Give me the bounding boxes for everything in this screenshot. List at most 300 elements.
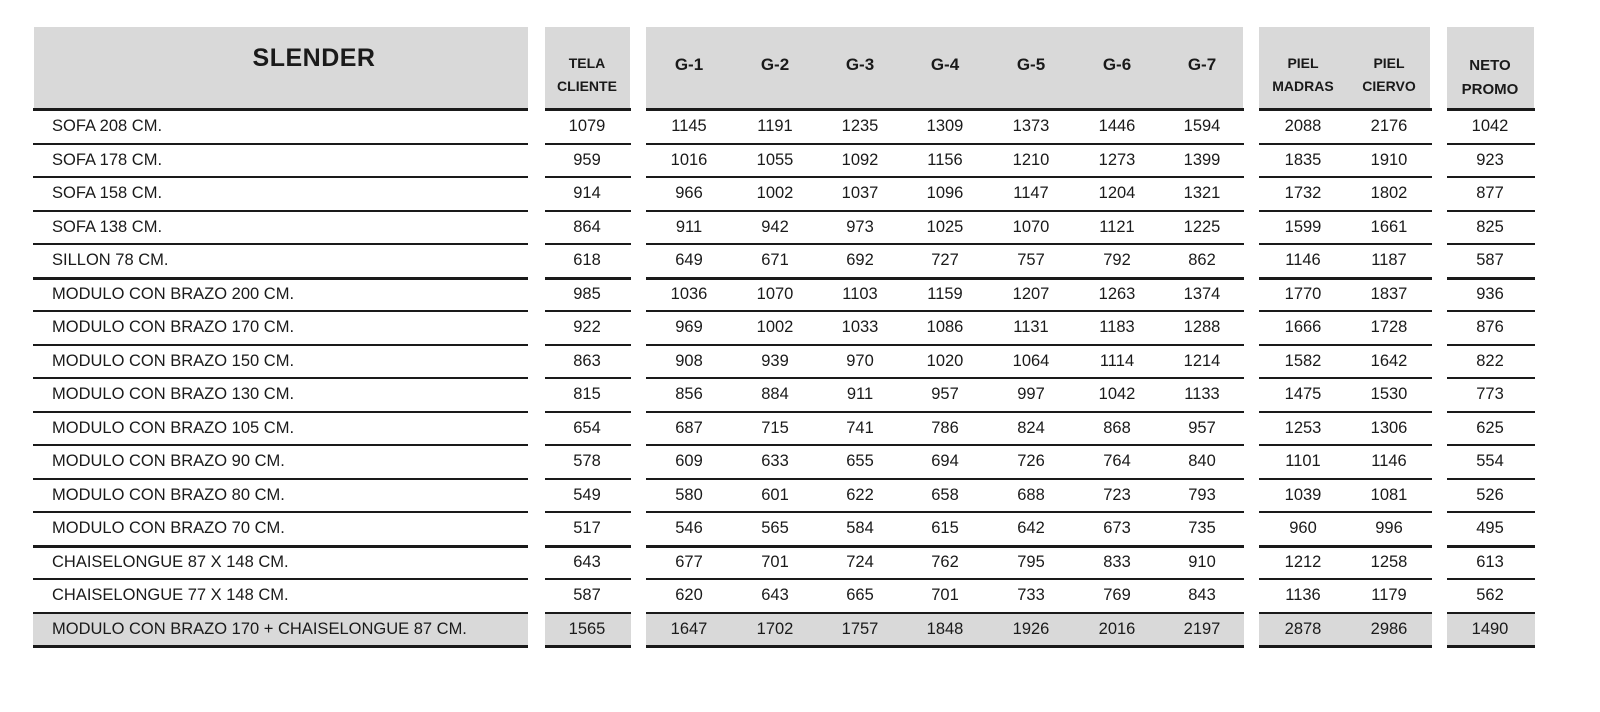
row-rule [1447, 377, 1535, 379]
column-header-line: PIEL [1287, 55, 1319, 71]
row-rule [33, 310, 528, 312]
row-label: MODULO CON BRAZO 105 CM. [52, 418, 295, 437]
cell-value: 996 [1375, 519, 1403, 537]
cell-value: 1373 [1012, 117, 1050, 135]
cell-value: 1214 [1183, 351, 1221, 370]
row-rule [545, 545, 631, 548]
row-rule [646, 210, 1244, 212]
column-header-line: G-5 [1016, 55, 1046, 74]
cell-value: 833 [1103, 552, 1131, 571]
cell-value: 618 [573, 251, 601, 269]
row-rule [1259, 310, 1432, 312]
row-rule [1447, 478, 1535, 480]
row-label: MODULO CON BRAZO 130 CM. [52, 385, 295, 403]
cell-value: 671 [761, 251, 789, 269]
cell-value: 1146 [1285, 251, 1321, 269]
row-rule [545, 176, 631, 178]
row-rule [33, 243, 528, 245]
row-rule [33, 444, 528, 446]
cell-value: 959 [573, 150, 601, 169]
cell-value: 1042 [1471, 117, 1509, 135]
cell-value: 1103 [842, 284, 878, 303]
row-rule [33, 578, 528, 580]
column-header-tela_cliente [537, 52, 637, 98]
row-rule [1447, 444, 1535, 446]
column-header-g7 [1152, 54, 1252, 76]
cell-value: 957 [1188, 418, 1216, 437]
cell-value: 1020 [926, 351, 964, 370]
cell-value: 1661 [1370, 217, 1408, 236]
cell-value: 715 [761, 418, 789, 437]
cell-value: 723 [1103, 485, 1131, 504]
cell-value: 884 [761, 385, 789, 403]
cell-value: 1002 [756, 184, 794, 202]
cell-value: 658 [931, 485, 959, 504]
row-rule [1447, 545, 1535, 548]
column-header-line: NETO [1469, 57, 1511, 74]
cell-value: 862 [1188, 251, 1216, 269]
cell-value: 1594 [1183, 117, 1221, 135]
column-header-line: G-7 [1187, 55, 1217, 74]
cell-value: 1146 [1371, 452, 1407, 470]
cell-value: 1086 [926, 318, 964, 336]
row-rule [545, 411, 631, 413]
cell-value: 973 [846, 217, 874, 236]
cell-value: 1642 [1370, 351, 1408, 370]
column-header-line: TELA [568, 55, 606, 71]
cell-value: 1647 [670, 619, 708, 638]
row-rule [1259, 578, 1432, 580]
cell-value: 1136 [1285, 586, 1321, 604]
cell-value: 642 [1017, 519, 1045, 537]
cell-value: 1121 [1099, 217, 1135, 236]
row-label: MODULO CON BRAZO 80 CM. [52, 485, 285, 504]
cell-value: 726 [1017, 452, 1045, 470]
row-rule [545, 210, 631, 212]
row-rule [646, 176, 1244, 178]
cell-value: 824 [1017, 418, 1045, 437]
cell-value: 649 [675, 251, 703, 269]
cell-value: 1309 [926, 117, 964, 135]
table-title: SLENDER [252, 44, 376, 72]
cell-value: 1212 [1284, 552, 1322, 571]
row-label: SOFA 208 CM. [52, 117, 163, 135]
cell-value: 843 [1188, 586, 1216, 604]
cell-value: 1757 [841, 619, 879, 638]
cell-value: 1159 [927, 284, 963, 303]
header-rule [33, 108, 528, 111]
row-rule [545, 344, 631, 346]
cell-value: 1033 [841, 318, 879, 336]
row-rule [1447, 612, 1535, 614]
row-rule [1259, 645, 1432, 648]
row-rule [646, 545, 1244, 548]
row-rule [1259, 243, 1432, 245]
cell-value: 1114 [1099, 351, 1135, 370]
cell-value: 1666 [1284, 318, 1322, 336]
row-rule [1447, 243, 1535, 245]
cell-value: 911 [675, 217, 703, 236]
cell-value: 615 [931, 519, 959, 537]
row-label: MODULO CON BRAZO 200 CM. [52, 284, 295, 303]
cell-value: 966 [675, 184, 703, 202]
row-rule [545, 612, 631, 614]
cell-value: 969 [675, 318, 703, 336]
cell-value: 2176 [1370, 117, 1408, 135]
row-label: CHAISELONGUE 77 X 148 CM. [52, 586, 289, 604]
cell-value: 825 [1476, 217, 1504, 236]
cell-value: 1253 [1284, 418, 1322, 437]
cell-value: 1565 [568, 619, 606, 638]
column-header-piel_ciervo [1339, 52, 1439, 98]
row-rule [646, 143, 1244, 145]
cell-value: 1210 [1012, 150, 1050, 169]
cell-value: 1273 [1098, 150, 1136, 169]
cell-value: 1204 [1098, 184, 1136, 202]
row-rule [545, 277, 631, 280]
row-rule [1447, 411, 1535, 413]
row-label: MODULO CON BRAZO 90 CM. [52, 452, 285, 470]
cell-value: 762 [931, 552, 959, 571]
cell-value: 655 [846, 452, 874, 470]
cell-value: 960 [1289, 519, 1317, 537]
cell-value: 936 [1476, 284, 1504, 303]
cell-value: 985 [573, 284, 601, 303]
row-rule [646, 344, 1244, 346]
column-header-line: CIERVO [1362, 78, 1416, 94]
row-rule [33, 645, 528, 648]
column-header-g4 [895, 54, 995, 76]
cell-value: 1263 [1098, 284, 1136, 303]
cell-value: 1025 [926, 217, 964, 236]
cell-value: 692 [846, 251, 874, 269]
cell-value: 562 [1476, 586, 1504, 604]
row-rule [1259, 444, 1432, 446]
cell-value: 1374 [1183, 284, 1221, 303]
column-header-g1 [639, 54, 739, 76]
row-rule [33, 176, 528, 178]
cell-value: 792 [1103, 251, 1131, 269]
row-rule [1259, 478, 1432, 480]
row-rule [1259, 411, 1432, 413]
cell-value: 546 [675, 519, 703, 537]
cell-value: 1258 [1370, 552, 1408, 571]
row-rule [545, 645, 631, 648]
cell-value: 868 [1103, 418, 1131, 437]
cell-value: 601 [761, 485, 789, 504]
cell-value: 815 [573, 385, 601, 403]
cell-value: 1064 [1012, 351, 1050, 370]
cell-value: 1235 [841, 117, 879, 135]
row-rule [33, 277, 528, 280]
cell-value: 1002 [756, 318, 794, 336]
column-header-line: G-2 [760, 55, 790, 74]
cell-value: 1036 [670, 284, 708, 303]
cell-value: 625 [1476, 418, 1504, 437]
cell-value: 1101 [1285, 452, 1321, 470]
row-label: MODULO CON BRAZO 70 CM. [52, 519, 285, 537]
cell-value: 1055 [756, 150, 794, 169]
cell-value: 1070 [1012, 217, 1050, 236]
cell-value: 578 [573, 452, 601, 470]
row-rule [1447, 578, 1535, 580]
column-header-line: G-6 [1102, 55, 1132, 74]
column-header-line: MADRAS [1272, 78, 1334, 94]
row-rule [1259, 377, 1432, 379]
row-rule [33, 143, 528, 145]
row-rule [1259, 612, 1432, 614]
cell-value: 1039 [1284, 485, 1322, 504]
header-rule [545, 108, 631, 111]
cell-value: 2878 [1284, 619, 1322, 638]
cell-value: 1183 [1099, 318, 1135, 336]
cell-value: 1042 [1098, 385, 1136, 403]
cell-value: 1225 [1183, 217, 1221, 236]
cell-value: 727 [931, 251, 959, 269]
cell-value: 2197 [1183, 619, 1221, 638]
cell-value: 863 [573, 351, 601, 370]
cell-value: 643 [573, 552, 601, 571]
cell-value: 587 [1476, 251, 1504, 269]
row-rule [1447, 511, 1535, 513]
row-rule [646, 277, 1244, 280]
row-rule [545, 243, 631, 245]
row-rule [545, 478, 631, 480]
cell-value: 654 [573, 418, 601, 437]
cell-value: 1079 [568, 117, 606, 135]
cell-value: 1147 [1013, 184, 1049, 202]
cell-value: 1096 [926, 184, 964, 202]
cell-value: 584 [846, 519, 874, 537]
row-rule [1447, 176, 1535, 178]
cell-value: 1207 [1012, 284, 1050, 303]
column-header-line: PIEL [1373, 55, 1405, 71]
cell-value: 2016 [1098, 619, 1136, 638]
cell-value: 1092 [841, 150, 879, 169]
cell-value: 1530 [1370, 385, 1408, 403]
cell-value: 688 [1017, 485, 1045, 504]
cell-value: 970 [846, 351, 874, 370]
row-rule [545, 310, 631, 312]
cell-value: 724 [846, 552, 874, 571]
row-rule [1259, 277, 1432, 280]
cell-value: 922 [573, 318, 601, 336]
cell-value: 1081 [1370, 485, 1408, 504]
cell-value: 735 [1188, 519, 1216, 537]
row-rule [646, 645, 1244, 648]
cell-value: 1446 [1098, 117, 1136, 135]
row-rule [1259, 176, 1432, 178]
cell-value: 769 [1103, 586, 1131, 604]
cell-value: 609 [675, 452, 703, 470]
cell-value: 942 [761, 217, 789, 236]
cell-value: 856 [675, 385, 703, 403]
cell-value: 526 [1476, 485, 1504, 504]
cell-value: 910 [1188, 552, 1216, 571]
cell-value: 1037 [841, 184, 879, 202]
row-rule [646, 578, 1244, 580]
cell-value: 1187 [1371, 251, 1407, 269]
cell-value: 923 [1476, 150, 1504, 169]
cell-value: 914 [573, 184, 601, 202]
row-rule [646, 511, 1244, 513]
header-rule [1447, 108, 1535, 111]
row-rule [1259, 511, 1432, 513]
cell-value: 1475 [1284, 385, 1322, 403]
row-rule [646, 310, 1244, 312]
cell-value: 1926 [1012, 619, 1050, 638]
cell-value: 1133 [1184, 385, 1220, 403]
row-rule [1259, 344, 1432, 346]
row-rule [33, 478, 528, 480]
cell-value: 2088 [1284, 117, 1322, 135]
cell-value: 786 [931, 418, 959, 437]
cell-value: 665 [846, 586, 874, 604]
cell-value: 1191 [757, 117, 793, 135]
row-label: MODULO CON BRAZO 170 CM. [52, 318, 295, 336]
row-rule [33, 377, 528, 379]
cell-value: 1399 [1183, 150, 1221, 169]
row-rule [646, 444, 1244, 446]
cell-value: 1582 [1284, 351, 1322, 370]
cell-value: 1732 [1284, 184, 1322, 202]
row-rule [545, 511, 631, 513]
cell-value: 1835 [1284, 150, 1322, 169]
row-rule [646, 377, 1244, 379]
cell-value: 939 [761, 351, 789, 370]
cell-value: 795 [1017, 552, 1045, 571]
cell-value: 1145 [671, 117, 707, 135]
cell-value: 1490 [1471, 619, 1509, 638]
cell-value: 733 [1017, 586, 1045, 604]
cell-value: 1599 [1284, 217, 1322, 236]
header-rule [1259, 108, 1432, 111]
cell-value: 877 [1476, 184, 1504, 202]
column-header-neto_promo [1440, 54, 1540, 102]
cell-value: 687 [675, 418, 703, 437]
cell-value: 2986 [1370, 619, 1408, 638]
column-header-line: CLIENTE [557, 78, 617, 94]
row-label: SOFA 178 CM. [52, 150, 163, 169]
row-rule [545, 444, 631, 446]
cell-value: 741 [846, 418, 874, 437]
cell-value: 764 [1103, 452, 1131, 470]
row-label: SILLON 78 CM. [52, 251, 169, 269]
row-rule [1447, 645, 1535, 648]
row-rule [646, 612, 1244, 614]
cell-value: 587 [573, 586, 601, 604]
cell-value: 757 [1017, 251, 1045, 269]
cell-value: 1306 [1370, 418, 1408, 437]
cell-value: 694 [931, 452, 959, 470]
row-rule [1259, 143, 1432, 145]
cell-value: 673 [1103, 519, 1131, 537]
cell-value: 1837 [1370, 284, 1408, 303]
row-rule [545, 578, 631, 580]
cell-value: 997 [1017, 385, 1045, 403]
cell-value: 565 [761, 519, 789, 537]
row-rule [1447, 143, 1535, 145]
cell-value: 1321 [1183, 184, 1221, 202]
cell-value: 1802 [1370, 184, 1408, 202]
row-label: MODULO CON BRAZO 150 CM. [52, 351, 295, 370]
row-label: SOFA 138 CM. [52, 217, 163, 236]
cell-value: 580 [675, 485, 703, 504]
column-header-line: G-3 [845, 55, 875, 74]
row-rule [33, 210, 528, 212]
cell-value: 633 [761, 452, 789, 470]
cell-value: 1702 [756, 619, 794, 638]
cell-value: 622 [846, 485, 874, 504]
cell-value: 908 [675, 351, 703, 370]
cell-value: 1770 [1284, 284, 1322, 303]
column-header-line: PROMO [1461, 81, 1519, 98]
cell-value: 876 [1476, 318, 1504, 336]
cell-value: 911 [846, 385, 874, 403]
row-rule [545, 377, 631, 379]
row-rule [1259, 210, 1432, 212]
row-rule [1447, 210, 1535, 212]
row-rule [33, 545, 528, 548]
cell-value: 1910 [1370, 150, 1408, 169]
cell-value: 1848 [926, 619, 964, 638]
column-header-line: G-4 [930, 55, 960, 74]
cell-value: 1179 [1371, 586, 1407, 604]
row-rule [33, 511, 528, 513]
cell-value: 643 [761, 586, 789, 604]
cell-value: 613 [1476, 552, 1504, 571]
cell-value: 1070 [756, 284, 794, 303]
row-rule [1447, 277, 1535, 280]
cell-value: 822 [1476, 351, 1504, 370]
cell-value: 701 [761, 552, 789, 571]
column-header-g5 [981, 54, 1081, 76]
row-rule [1259, 545, 1432, 548]
cell-value: 701 [931, 586, 959, 604]
row-rule [646, 243, 1244, 245]
row-rule [33, 411, 528, 413]
cell-value: 840 [1188, 452, 1216, 470]
cell-value: 677 [675, 552, 703, 571]
column-header-line: G-1 [674, 55, 704, 74]
cell-value: 554 [1476, 452, 1504, 470]
row-label: MODULO CON BRAZO 170 + CHAISELONGUE 87 CM. [52, 619, 467, 638]
cell-value: 495 [1476, 519, 1504, 537]
row-rule [646, 478, 1244, 480]
row-rule [545, 143, 631, 145]
cell-value: 620 [675, 586, 703, 604]
cell-value: 1131 [1013, 318, 1049, 336]
cell-value: 549 [573, 485, 601, 504]
row-rule [1447, 310, 1535, 312]
cell-value: 773 [1476, 385, 1504, 403]
row-rule [33, 344, 528, 346]
cell-value: 517 [573, 519, 601, 537]
cell-value: 864 [573, 217, 601, 236]
row-label: CHAISELONGUE 87 X 148 CM. [52, 552, 289, 571]
cell-value: 793 [1188, 485, 1216, 504]
cell-value: 1728 [1370, 318, 1408, 336]
cell-value: 957 [931, 385, 959, 403]
row-rule [33, 612, 528, 614]
cell-value: 1156 [927, 150, 963, 169]
cell-value: 1016 [670, 150, 708, 169]
row-rule [646, 411, 1244, 413]
row-label: SOFA 158 CM. [52, 184, 163, 202]
column-header-piel_madras [1253, 52, 1353, 98]
row-rule [1447, 344, 1535, 346]
cell-value: 1288 [1183, 318, 1221, 336]
